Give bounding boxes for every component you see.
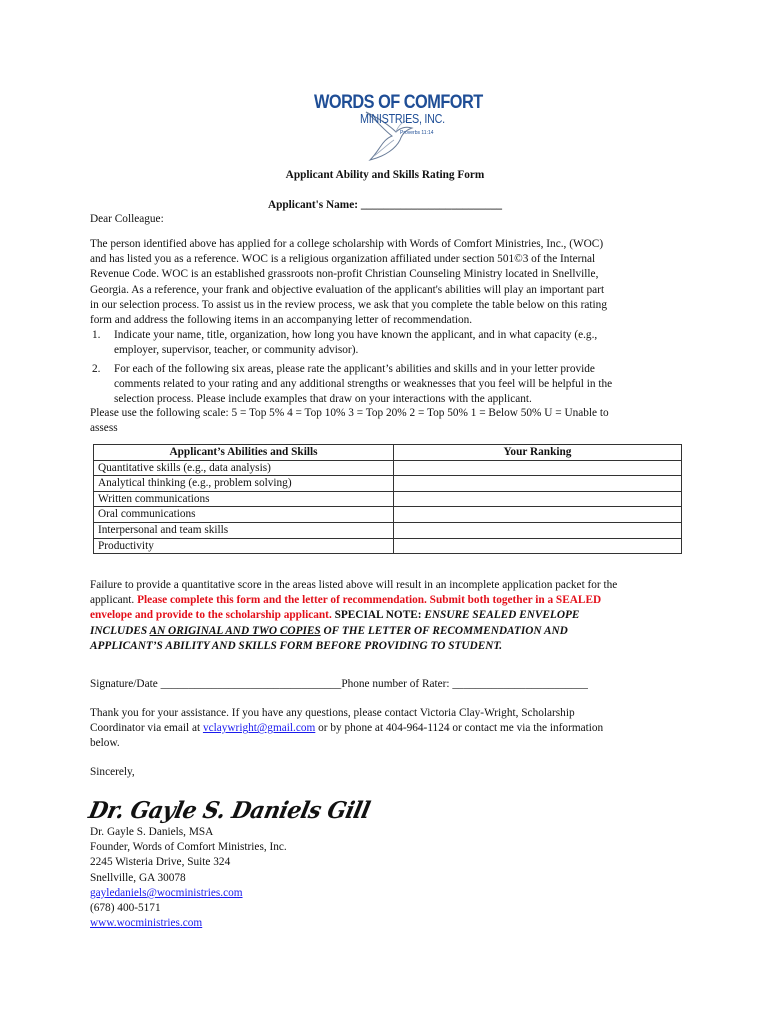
notice-red-text: envelope and provide to the scholarship applicant. bbox=[90, 609, 332, 622]
column-header-skills: Applicant’s Abilities and Skills bbox=[94, 445, 394, 461]
applicant-name-line: Applicant's Name: _________________________ bbox=[267, 199, 503, 211]
scale-line: Please use the following scale: 5 = Top 5% 4 = Top 10% 3 = Top 20% 2 = Top 50% 1 = Below 50% U = Unable to bbox=[90, 407, 609, 419]
skills-rating-table bbox=[93, 444, 682, 554]
special-note-label: SPECIAL NOTE: bbox=[331, 609, 425, 622]
coordinator-email-link[interactable]: vclaywright@gmail.com bbox=[202, 722, 316, 735]
thanks-text: or by phone at 404-964-1124 or contact me via the information bbox=[315, 722, 604, 735]
numbered-item bbox=[90, 328, 690, 358]
intro-line: and has listed you as a reference. WOC is a religious organization affiliated under section 501©3 of the Internal bbox=[90, 253, 596, 266]
woc-logo bbox=[312, 92, 483, 164]
intro-line: Revenue Code. WOC is an established grassroots non-profit Christian Counseling Ministry located in Snellville, bbox=[90, 268, 599, 281]
skill-cell: Productivity bbox=[94, 538, 394, 554]
greeting: Dear Colleague: bbox=[90, 213, 164, 225]
contact-phone: (678) 400-5171 bbox=[90, 902, 161, 915]
item-text: For each of the following six areas, please rate the applicant’s abilities and skills and in your letter provide bbox=[114, 363, 595, 375]
skill-cell: Written communications bbox=[94, 491, 394, 507]
thanks-paragraph bbox=[90, 706, 690, 752]
thanks-line: below. bbox=[90, 737, 120, 750]
skill-cell: Quantitative skills (e.g., data analysis) bbox=[94, 460, 394, 476]
contact-street: 2245 Wisteria Drive, Suite 324 bbox=[90, 856, 231, 869]
ranking-cell[interactable] bbox=[394, 491, 682, 507]
notice-italic-text: INCLUDES bbox=[90, 624, 150, 637]
notice-italic-text: APPLICANT’S ABILITY AND SKILLS FORM BEFORE PROVIDING TO STUDENT. bbox=[90, 639, 503, 652]
logo-line-1: WORDS OF COMFORT bbox=[314, 92, 483, 113]
contact-block bbox=[90, 825, 690, 931]
signature-date-line[interactable]: Signature/Date ________________________________Phone number of Rater: ________________________ bbox=[90, 678, 588, 690]
item-text: selection process. Please include examples that draw on your interactions with the applicant. bbox=[114, 393, 532, 406]
item-text: comments related to your rating and any additional strengths or weaknesses that you feel will be helpful in the bbox=[114, 378, 613, 391]
ranking-cell[interactable] bbox=[394, 522, 682, 538]
notice-red-text: Please complete this form and the letter of recommendation. Submit both together in a SEALED bbox=[137, 594, 602, 607]
contact-email-link[interactable]: gayledaniels@wocministries.com bbox=[90, 886, 243, 899]
logo-verse: Proverbs 11:14 bbox=[400, 130, 434, 136]
ranking-cell[interactable] bbox=[394, 538, 682, 554]
table-header-row bbox=[94, 445, 682, 461]
skill-cell: Analytical thinking (e.g., problem solving) bbox=[94, 476, 394, 492]
website-link[interactable]: www.wocministries.com bbox=[90, 917, 203, 930]
item-text: employer, supervisor, teacher, or community advisor). bbox=[114, 344, 359, 357]
notice-line: Failure to provide a quantitative score in the areas listed above will result in an incomplete application packet for the bbox=[90, 579, 618, 591]
ranking-cell[interactable] bbox=[394, 507, 682, 523]
notice-italic-text: ENSURE SEALED ENVELOPE bbox=[424, 609, 580, 622]
table-row bbox=[94, 460, 682, 476]
table-row bbox=[94, 491, 682, 507]
handwritten-signature: Dr. Gayle S. Daniels Gill bbox=[86, 797, 373, 824]
item-text: Indicate your name, title, organization, how long you have known the applicant, and in what capacity (e.g., bbox=[114, 329, 598, 341]
column-header-ranking: Your Ranking bbox=[394, 445, 682, 461]
table-row bbox=[94, 522, 682, 538]
skill-cell: Oral communications bbox=[94, 507, 394, 523]
notice-text: applicant. bbox=[90, 594, 138, 607]
notice-italic-text: OF THE LETTER OF RECOMMENDATION AND bbox=[320, 624, 568, 637]
logo-line-2: MINISTRIES, INC. bbox=[360, 112, 445, 126]
contact-city: Snellville, GA 30078 bbox=[90, 871, 186, 884]
skill-cell: Interpersonal and team skills bbox=[94, 522, 394, 538]
contact-name: Dr. Gayle S. Daniels, MSA bbox=[90, 826, 214, 838]
table-row bbox=[94, 476, 682, 492]
ranking-cell[interactable] bbox=[394, 460, 682, 476]
intro-line: in our selection process. To assist us in the review process, we ask that you complete the table below on this rating bbox=[90, 298, 607, 311]
intro-line: form and address the following items in an accompanying letter of recommendation. bbox=[90, 314, 473, 327]
scale-line: assess bbox=[90, 422, 118, 435]
rating-scale bbox=[90, 406, 690, 436]
thanks-text: Coordinator via email at bbox=[90, 722, 203, 735]
intro-line: The person identified above has applied for a college scholarship with Words of Comfort Ministries, Inc., (WOC) bbox=[90, 238, 604, 250]
form-title: Applicant Ability and Skills Rating Form bbox=[285, 169, 485, 181]
ranking-cell[interactable] bbox=[394, 476, 682, 492]
item-number: 2. bbox=[92, 363, 101, 375]
table-row bbox=[94, 507, 682, 523]
item-number: 1. bbox=[92, 329, 101, 341]
contact-title: Founder, Words of Comfort Ministries, Inc. bbox=[90, 841, 287, 854]
thanks-line: Thank you for your assistance. If you have any questions, please contact Victoria Clay-Wright, Scholarship bbox=[90, 707, 575, 719]
intro-line: Georgia. As a reference, your frank and objective evaluation of the applicant's abilities will play an important part bbox=[90, 283, 605, 296]
submission-notice bbox=[90, 578, 690, 654]
intro-paragraph bbox=[90, 237, 690, 328]
table-row bbox=[94, 538, 682, 554]
notice-underlined-text: AN ORIGINAL AND TWO COPIES bbox=[149, 624, 321, 637]
closing: Sincerely, bbox=[90, 766, 135, 778]
numbered-item bbox=[90, 362, 690, 408]
